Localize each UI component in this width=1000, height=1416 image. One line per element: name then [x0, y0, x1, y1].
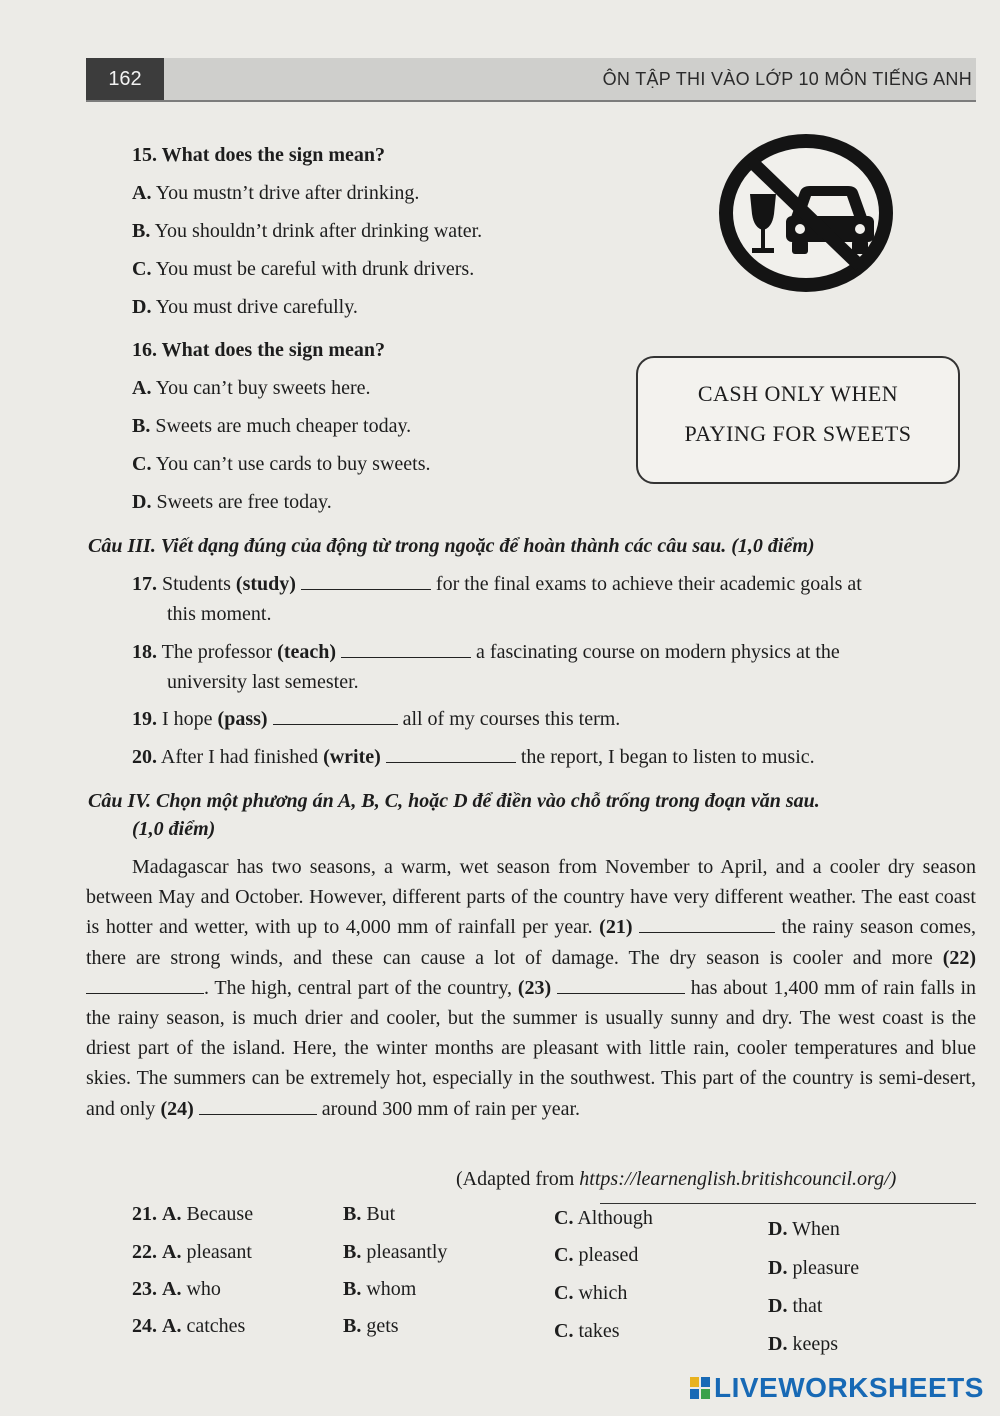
question-20: 20. After I had finished (write) the report, I began to listen to music. [132, 746, 815, 768]
source-underline [600, 1203, 976, 1204]
reading-passage: Madagascar has two seasons, a warm, wet season from November to April, and a cooler dry season between May and October. However, different parts of the country have very different weather. The east coast is hotter and wetter, with up to 4,000 mm of rainfall per year. (21) the rainy season comes, there are strong winds, and these can cause a lot of damage. The dry season is cooler and more (22) . The high, central part of the country, (23) has about 1,400 mm of rain falls in the rainy season, is much drier and cooler, but the summer is usually sunny and dry. The west coast is the driest part of the island. Here, the winter months are pleasant with little rain, cooler temperatures and blue skies. The summers can be extremely hot, especially in the southwest. This part of the country is semi-desert, and only (24) around 300 mm of rain per year. [86, 856, 977, 1120]
question-16-option-a[interactable]: A. You can’t buy sweets here. [132, 377, 371, 399]
answer-blank-19[interactable] [273, 708, 398, 725]
sign-line-2: PAYING FOR SWEETS [684, 421, 912, 446]
answer-22-option-b[interactable]: B. pleasantly [343, 1241, 448, 1263]
answer-23-option-b[interactable]: B. whom [343, 1278, 417, 1300]
question-16-option-d[interactable]: D. Sweets are free today. [132, 491, 332, 513]
section-4-heading: Câu IV. Chọn một phương án A, B, C, hoặc D để điền vào chỗ trống trong đoạn văn sau. [88, 790, 820, 812]
question-16-title: 16. What does the sign mean? [132, 339, 385, 361]
section-4-heading-points: (1,0 điểm) [132, 818, 216, 840]
no-drink-driving-sign-icon [712, 128, 900, 298]
answer-21-option-a[interactable]: 21. A. Because [132, 1203, 254, 1225]
source-url: https://learnenglish.britishcouncil.org/) [579, 1168, 897, 1190]
answer-blank-20[interactable] [386, 746, 516, 763]
answer-24-option-b[interactable]: B. gets [343, 1315, 399, 1337]
answer-22-option-c[interactable]: C. pleased [554, 1244, 639, 1266]
page-header [86, 58, 976, 102]
question-18: 18. The professor (teach) a fascinating course on modern physics at the [132, 641, 840, 663]
liveworksheets-logo: LIVEWORKSHEETS [690, 1372, 984, 1404]
page-number: 162 [86, 58, 164, 100]
passage-blank-22[interactable] [86, 977, 204, 994]
answer-23-option-d[interactable]: D. that [768, 1295, 823, 1317]
answer-21-option-c[interactable]: C. Although [554, 1207, 653, 1229]
question-17: 17. Students (study) for the final exams to achieve their academic goals at [132, 573, 862, 595]
answer-24-option-d[interactable]: D. keeps [768, 1333, 838, 1355]
answer-blank-18[interactable] [341, 641, 471, 658]
cash-only-sign [636, 356, 960, 484]
answer-24-option-c[interactable]: C. takes [554, 1320, 620, 1342]
question-15-option-c[interactable]: C. You must be careful with drunk drivers. [132, 258, 475, 280]
question-17-continuation: this moment. [167, 603, 272, 625]
question-15-option-b[interactable]: B. You shouldn’t drink after drinking water. [132, 220, 483, 242]
passage-blank-21[interactable] [639, 916, 775, 933]
answer-22-option-a[interactable]: 22. A. pleasant [132, 1241, 252, 1263]
question-19: 19. I hope (pass) all of my courses this term. [132, 708, 621, 730]
question-18-continuation: university last semester. [167, 671, 359, 693]
question-16-option-c[interactable]: C. You can’t use cards to buy sweets. [132, 453, 431, 475]
question-15-title: 15. What does the sign mean? [132, 144, 385, 166]
section-3-heading: Câu III. Viết dạng đúng của động từ trong ngoặc để hoàn thành các câu sau. (1,0 điểm) [88, 535, 815, 557]
answer-21-option-d[interactable]: D. When [768, 1218, 840, 1240]
question-15-option-d[interactable]: D. You must drive carefully. [132, 296, 358, 318]
answer-23-option-a[interactable]: 23. A. who [132, 1278, 221, 1300]
passage-source: (Adapted from https://learnenglish.britishcouncil.org/) [456, 1168, 897, 1190]
liveworksheets-grid-icon [690, 1377, 710, 1399]
question-16-option-b[interactable]: B. Sweets are much cheaper today. [132, 415, 412, 437]
passage-blank-23[interactable] [557, 977, 685, 994]
answer-blank-17[interactable] [301, 573, 431, 590]
answer-22-option-d[interactable]: D. pleasure [768, 1257, 860, 1279]
answer-24-option-a[interactable]: 24. A. catches [132, 1315, 246, 1337]
sign-line-1: CASH ONLY WHEN [697, 381, 899, 406]
passage-blank-24[interactable] [199, 1098, 317, 1115]
answer-21-option-b[interactable]: B. But [343, 1203, 396, 1225]
book-title: ÔN TẬP THI VÀO LỚP 10 MÔN TIẾNG ANH [602, 69, 972, 89]
question-15-option-a[interactable]: A. You mustn’t drive after drinking. [132, 182, 420, 204]
answer-23-option-c[interactable]: C. which [554, 1282, 628, 1304]
